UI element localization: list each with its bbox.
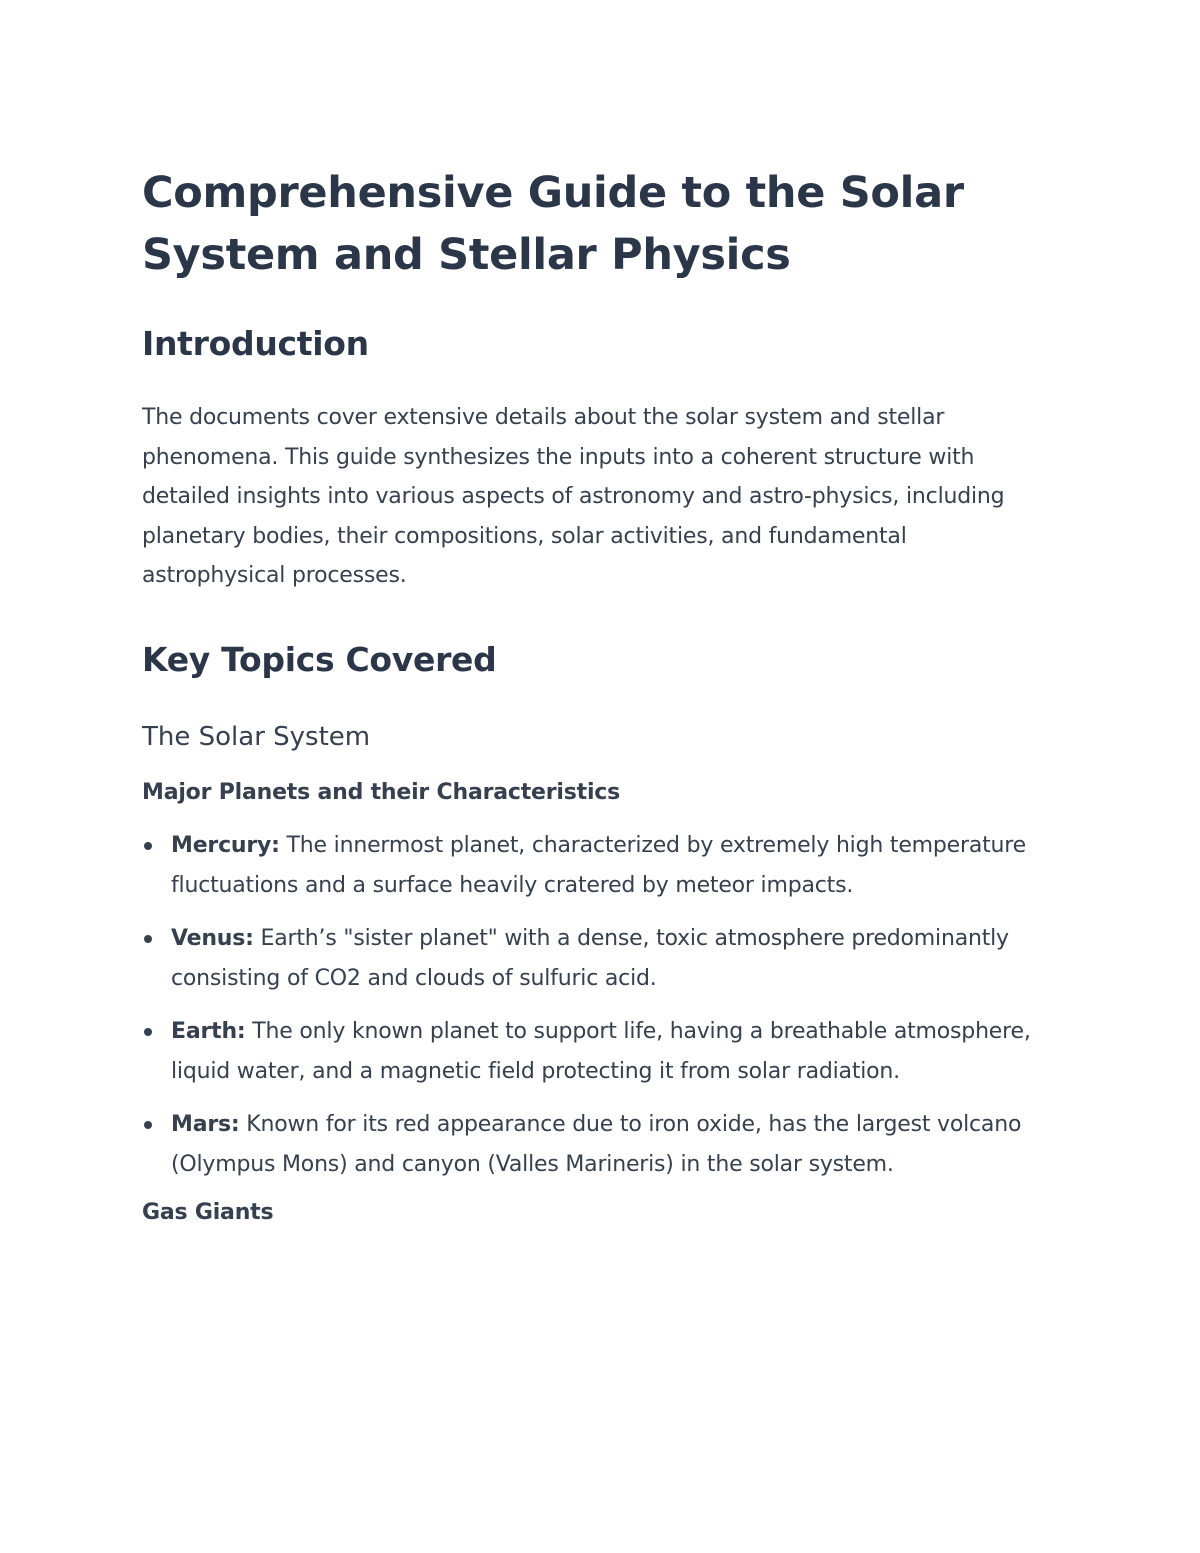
list-item-term: Mercury: [171,832,280,858]
list-item-term: Mars: [171,1111,240,1137]
list-item-venus [142,919,1052,999]
list-item-mars [142,1105,1052,1185]
list-item-text: The innermost planet, characterized by extremely high temperature fluctuations and a surface heavily cratered by meteor impacts. [171,832,1026,898]
list-item-mercury [142,826,1052,906]
solar-system-heading: The Solar System [142,721,371,752]
planet-list [142,826,1052,1185]
document-page [142,162,1052,1228]
major-planets-heading: Major Planets and their Characteristics [142,779,621,805]
bullet-dot [144,935,152,943]
list-item-earth [142,1012,1052,1092]
list-item-term: Venus: [171,925,254,951]
bullet-dot [144,842,152,850]
list-item-term: Earth: [171,1018,246,1044]
introduction-paragraph: The documents cover extensive details about the solar system and stellar phenomena. This guide synthesizes the inputs into a coherent structure with detailed insights into various aspects of astronomy and astro-physics, including planetary bodies, their compositions, solar activities, and fundamental astrophysical processes. [142,405,1005,588]
bullet-dot [144,1121,152,1129]
document-title: Comprehensive Guide to the Solar System and Stellar Physics [142,168,964,280]
introduction-heading: Introduction [142,324,369,363]
gas-giants-heading: Gas Giants [142,1199,274,1225]
list-item-text: The only known planet to support life, having a breathable atmosphere, liquid water, and a magnetic field protecting it from solar radiation. [171,1018,1031,1084]
list-item-text: Known for its red appearance due to iron oxide, has the largest volcano (Olympus Mons) and canyon (Valles Marineris) in the solar system. [171,1111,1022,1177]
key-topics-heading: Key Topics Covered [142,639,497,679]
bullet-dot [144,1028,152,1036]
list-item-text: Earth’s "sister planet" with a dense, toxic atmosphere predominantly consisting of CO2 and clouds of sulfuric acid. [171,925,1009,991]
